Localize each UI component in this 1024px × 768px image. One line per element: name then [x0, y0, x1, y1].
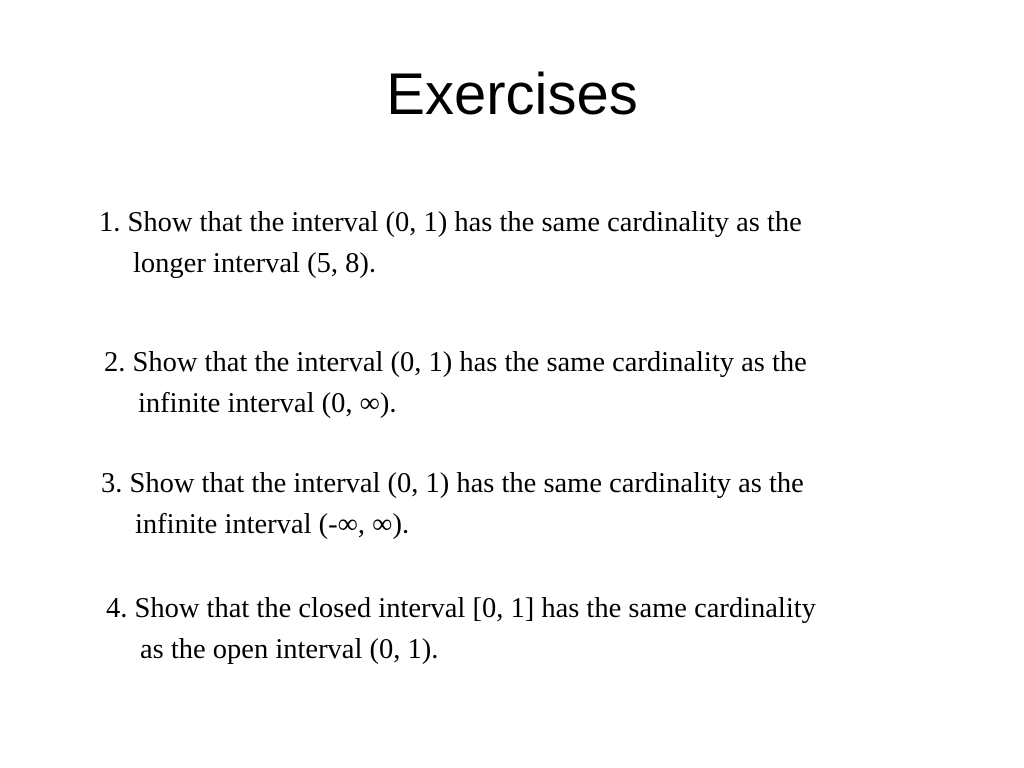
exercise-3-line-2: infinite interval (-∞, ∞). [135, 509, 410, 540]
exercise-2-line-2: infinite interval (0, ∞). [138, 388, 397, 419]
exercise-item-4 [106, 588, 816, 670]
exercise-item-1 [99, 202, 802, 284]
slide-title: Exercises [386, 62, 638, 127]
exercise-3-line-1: 3. Show that the interval (0, 1) has the same cardinality as the [101, 468, 804, 499]
exercise-item-2 [104, 342, 807, 424]
exercise-1-line-1: 1. Show that the interval (0, 1) has the same cardinality as the [99, 207, 802, 238]
exercise-2-line-1: 2. Show that the interval (0, 1) has the same cardinality as the [104, 347, 807, 378]
exercise-4-line-1: 4. Show that the closed interval [0, 1] has the same cardinality [106, 593, 816, 624]
exercise-item-3 [101, 463, 804, 545]
exercise-4-line-2: as the open interval (0, 1). [140, 634, 439, 665]
exercise-1-line-2: longer interval (5, 8). [133, 248, 376, 279]
